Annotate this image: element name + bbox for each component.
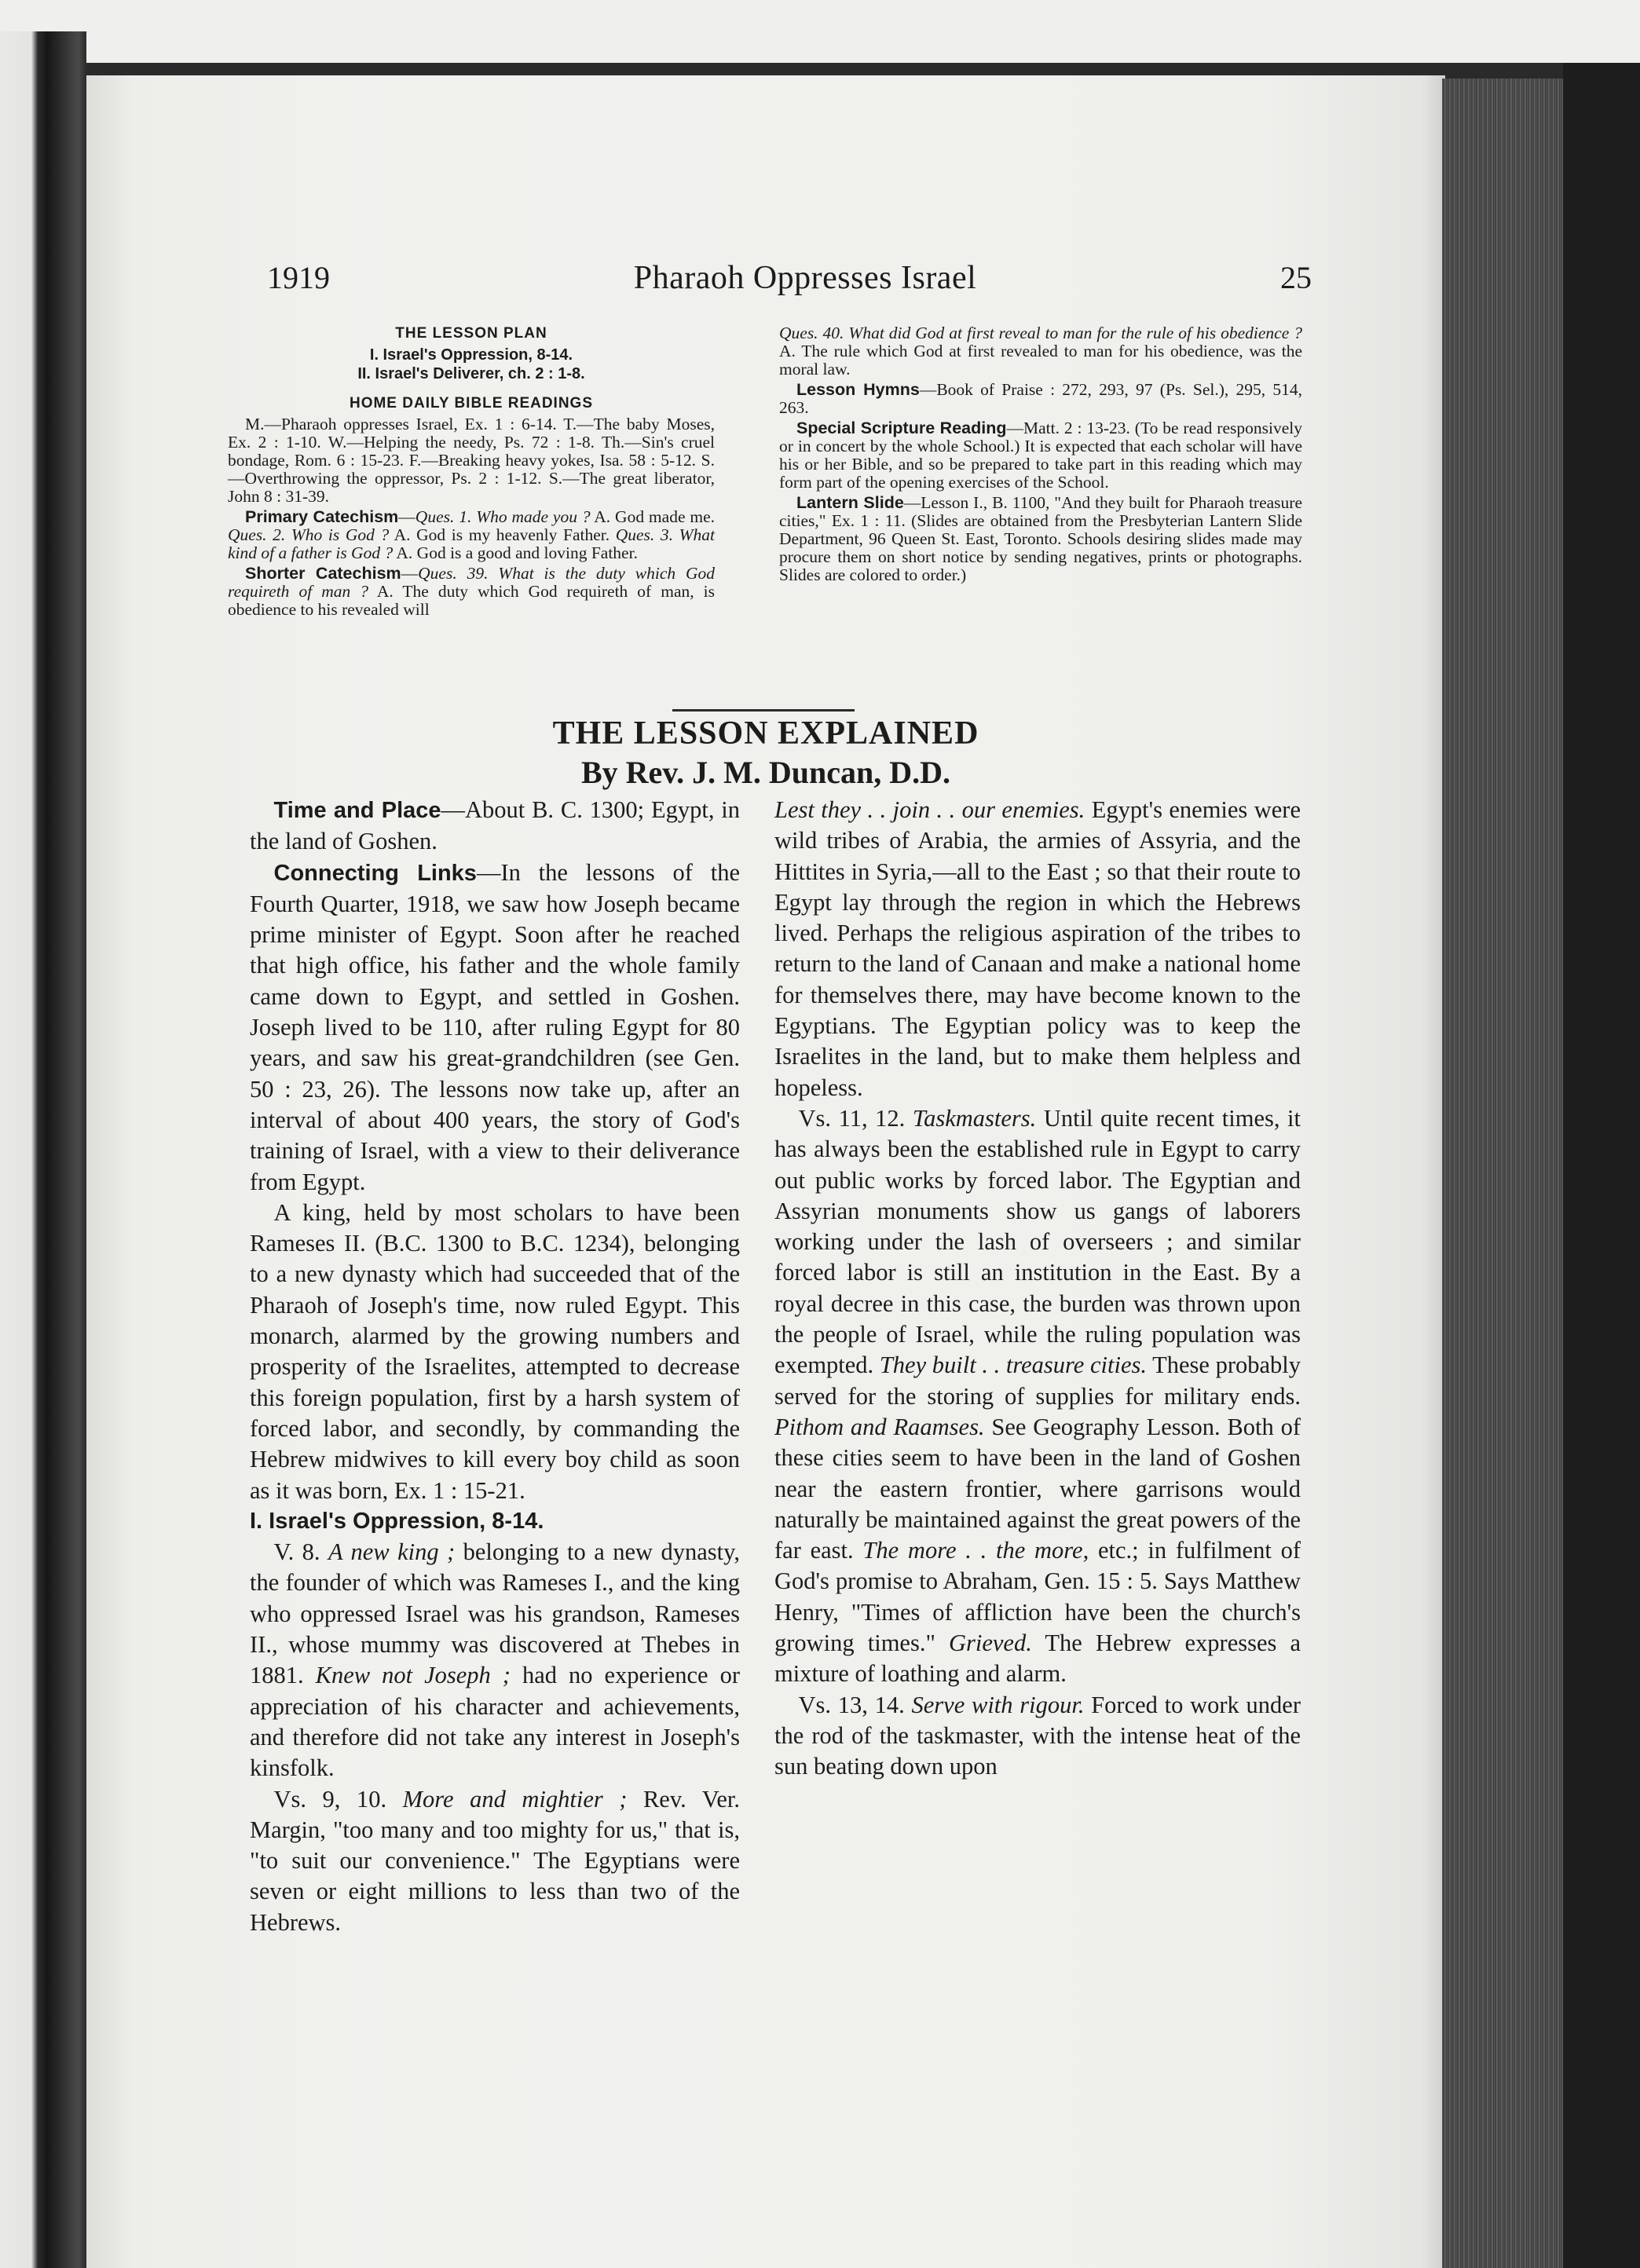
lesson-plan-heading: THE LESSON PLAN [395, 325, 547, 342]
verse-text: Rev. Ver. Margin, "too many and too mighty for us," that is, "to suit our convenience." The Egyptians were seven or eight millions to less than two of the Hebrews. [250, 1785, 740, 1936]
body-column-left [250, 795, 740, 1938]
lesson-resources-column [779, 324, 1302, 587]
subsection-heading: I. Israel's Oppression, 8-14. [250, 1508, 544, 1534]
home-readings-heading: HOME DAILY BIBLE READINGS [349, 395, 594, 412]
lesson-plan-column [228, 324, 715, 621]
shorter-catechism-label: Shorter Catechism [245, 564, 401, 583]
verse-phrase: Serve with rigour. [911, 1691, 1085, 1718]
home-readings-text: M.—Pharaoh oppresses Israel, Ex. 1 : 6-14. T.—The baby Moses, Ex. 2 : 1-10. W.—Helping the needy, Ps. 72 : 1-8. Th.—Sin's cruel bondage, Rom. 6 : 15-23. F.—Breaking heavy yokes, Isa. 58 : 5-12. S.—Overthrowing the oppressor, Ps. 2 : 1-12. S.—The great liberator, John 8 : 31-39. [228, 415, 715, 506]
verse-text: had no experience or appreciation of his character and achievements, and therefore did not take any interest in Joseph's kinsfolk. [250, 1662, 741, 1782]
verse-phrase: Lest they . . join . . our enemies. [774, 796, 1085, 823]
verse-text: belonging to a new dynasty, the founder of which was Rameses I., and the king who oppressed Israel was his grandson, Rameses II., whose mummy was discovered at Thebes in 1881. [250, 1538, 740, 1689]
primary-catechism: Primary Catechism—Ques. 1. Who made you ? A. God made me. Ques. 2. Who is God ? A. God is my heavenly Father. Ques. 3. What kind of a father is God ? A. God is a good and loving Father. [228, 507, 715, 562]
verse-8-paragraph [250, 1537, 740, 1783]
verse-9-10-paragraph [250, 1784, 740, 1938]
connecting-links-label: Connecting Links [273, 860, 477, 886]
lesson-plan-item: II. Israel's Deliverer, ch. 2 : 1-8. [357, 365, 585, 382]
connecting-links [250, 858, 740, 1198]
verse-11-12-paragraph [774, 1103, 1301, 1690]
verse-phrase: The more . . the more, [862, 1537, 1089, 1564]
section-divider [672, 709, 855, 711]
verse-text: The Hebrew expresses a mixture of loathing and alarm. [774, 1630, 1301, 1688]
verse-text: See Geography Lesson. Both of these cities seem to have been in the land of Goshen near the eastern frontier, where garrisons would naturally be maintained against the great powers of the far east. [774, 1413, 1301, 1564]
king-paragraph-text: A king, held by most scholars to have been Rameses II. (B.C. 1300 to B.C. 1234), belonging to a new dynasty which had succeeded that of the Pharaoh of Joseph's time, now ruled Egypt. This monarch, alarmed by the growing numbers and prosperity of the Israelites, attempted to decrease this foreign population, first by a harsh system of forced labor, and secondly, by commanding the Hebrew midwives to kill every boy child as soon as it was born, Ex. 1 : 15-21. [250, 1198, 740, 1504]
book-cover [1563, 63, 1640, 2268]
page-number: 25 [1279, 260, 1312, 295]
verse-ref: Vs. 11, 12. [798, 1104, 913, 1132]
section-title: THE LESSON EXPLAINED [552, 715, 979, 752]
verse-ref: V. 8. [273, 1538, 328, 1566]
verse-text: Until quite recent times, it has always been the established rule in Egypt to carry out public works by forced labor. The Egyptian and Assyrian monuments show us gangs of laborers working under the lash of overseers ; and similar forced labor is still an institution in the East. By a royal decree in this case, the burden was thrown upon the people of Israel, while the ruling population was exempted. [774, 1104, 1301, 1379]
verse-phrase: A new king ; [328, 1538, 456, 1566]
catechism-answer: A. The duty which God requireth of man, is obedience to his revealed will [228, 582, 715, 619]
special-scripture-reading [779, 419, 1302, 492]
time-and-place-label: Time and Place [273, 798, 441, 823]
time-and-place-text: —About B. C. 1300; Egypt, in the land of Goshen. [250, 796, 740, 855]
connecting-links-text: —In the lessons of the Fourth Quarter, 1918, we saw how Joseph became prime minister of Egypt. Soon after he reached that high office, his father and the whole family came down to Egypt, and settled in Goshen. Joseph lived to be 110, after ruling Egypt for 80 years, and saw his great-grandchildren (see Gen. 50 : 23, 26). The lessons now take up, after an interval of about 400 years, the story of God's training of Israel, with a view to their deliverance from Egypt. [250, 858, 740, 1195]
verse-text: etc.; in fulfilment of God's promise to Abraham, Gen. 15 : 5. Says Matthew Henry, "Times of affliction have been the church's growing times." [774, 1537, 1301, 1657]
catechism-answer: A. God made me. [590, 507, 715, 526]
page-edges [1442, 79, 1568, 2268]
lesson-plan-item: I. Israel's Oppression, 8-14. [369, 346, 573, 364]
scan-background [0, 0, 1640, 63]
verse-text: Forced to work under the rod of the taskmaster, with the intense heat of the sun beating down upon [774, 1691, 1301, 1780]
verse-phrase: Knew not Joseph ; [315, 1662, 511, 1689]
lesson-hymns-text: —Book of Praise : 272, 293, 97 (Ps. Sel.), 295, 514, 263. [779, 380, 1302, 417]
shorter-catechism-continued [779, 324, 1302, 379]
catechism-question: Ques. 39. What is the duty which God requireth of man ? [228, 564, 715, 601]
verse-13-14-paragraph [774, 1690, 1301, 1783]
header-title: Pharaoh Oppresses Israel [633, 260, 977, 296]
catechism-question: Ques. 3. What kind of a father is God ? [228, 525, 715, 562]
verse-phrase: Grieved. [948, 1630, 1032, 1657]
running-head [267, 259, 1312, 306]
special-reading-label: Special Scripture Reading [796, 419, 1007, 437]
verse-phrase: Pithom and Raamses. [774, 1413, 985, 1440]
verse-ref: Vs. 13, 14. [798, 1691, 912, 1718]
catechism-question: Ques. 1. Who made you ? [415, 507, 591, 526]
lesson-hymns-label: Lesson Hymns [796, 380, 920, 399]
verse-phrase: They built . . treasure cities. [879, 1352, 1147, 1379]
verse-text: Egypt's enemies were wild tribes of Arabia, the armies of Assyria, and the Hittites in Syria,—all to the East ; so that their route to Egypt lay through the region in which the Hebrews lived. Perhaps the religious aspiration of the tribes to return to the land of Canaan and make a national home for themselves there, may have become known to the Egyptians. The Egyptian policy was to keep the Israelites in the land, but to make them helpless and hopeless. [774, 796, 1301, 1101]
verse-phrase: Taskmasters. [912, 1104, 1037, 1132]
king-paragraph [250, 1198, 740, 1506]
catechism-question: Ques. 40. What did God at first reveal to man for the rule of his obedience ? [779, 324, 1302, 342]
lesson-hymns [779, 381, 1302, 417]
shorter-catechism: Shorter Catechism—Ques. 39. What is the duty which God requireth of man ? A. The duty which God requireth of man, is obedience to his revealed will [228, 564, 715, 619]
verse-phrase: More and mightier ; [402, 1785, 628, 1813]
time-and-place [250, 795, 740, 858]
lantern-slide-text: —Lesson I., B. 1100, "And they built for Pharaoh treasure cities," Ex. 1 : 11. (Slides are obtained from the Presbyterian Lantern Slide Department, 96 Queen St. East, Toronto. Schools desiring slides made may procure them on short notice by sending negatives, prints or photographs. Slides are colored to order.) [779, 493, 1302, 584]
verse-ref: Vs. 9, 10. [273, 1785, 403, 1813]
lantern-slide [779, 494, 1302, 584]
catechism-answer: A. God is a good and loving Father. [393, 543, 638, 562]
catechism-question: Ques. 2. Who is God ? [228, 525, 390, 544]
book-gutter [0, 31, 86, 2268]
body-column-right [774, 795, 1301, 1783]
primary-catechism-label: Primary Catechism [245, 507, 399, 526]
catechism-answer: A. God is my heavenly Father. [389, 525, 616, 544]
catechism-answer: A. The rule which God at first revealed to man for his obedience, was the moral law. [779, 342, 1302, 379]
lantern-slide-label: Lantern Slide [796, 493, 904, 512]
verse-9-10-continued [774, 795, 1301, 1103]
verse-text: These probably served for the storing of supplies for military ends. [774, 1352, 1301, 1410]
author-byline: By Rev. J. M. Duncan, D.D. [580, 755, 951, 790]
special-reading-text: —Matt. 2 : 13-23. (To be read responsively or in concert by the whole School.) It is expected that each scholar will have his or her Bible, and so be prepared to take part in this reading which may form part of the opening exercises of the School. [779, 419, 1302, 492]
header-year: 1919 [267, 260, 330, 295]
